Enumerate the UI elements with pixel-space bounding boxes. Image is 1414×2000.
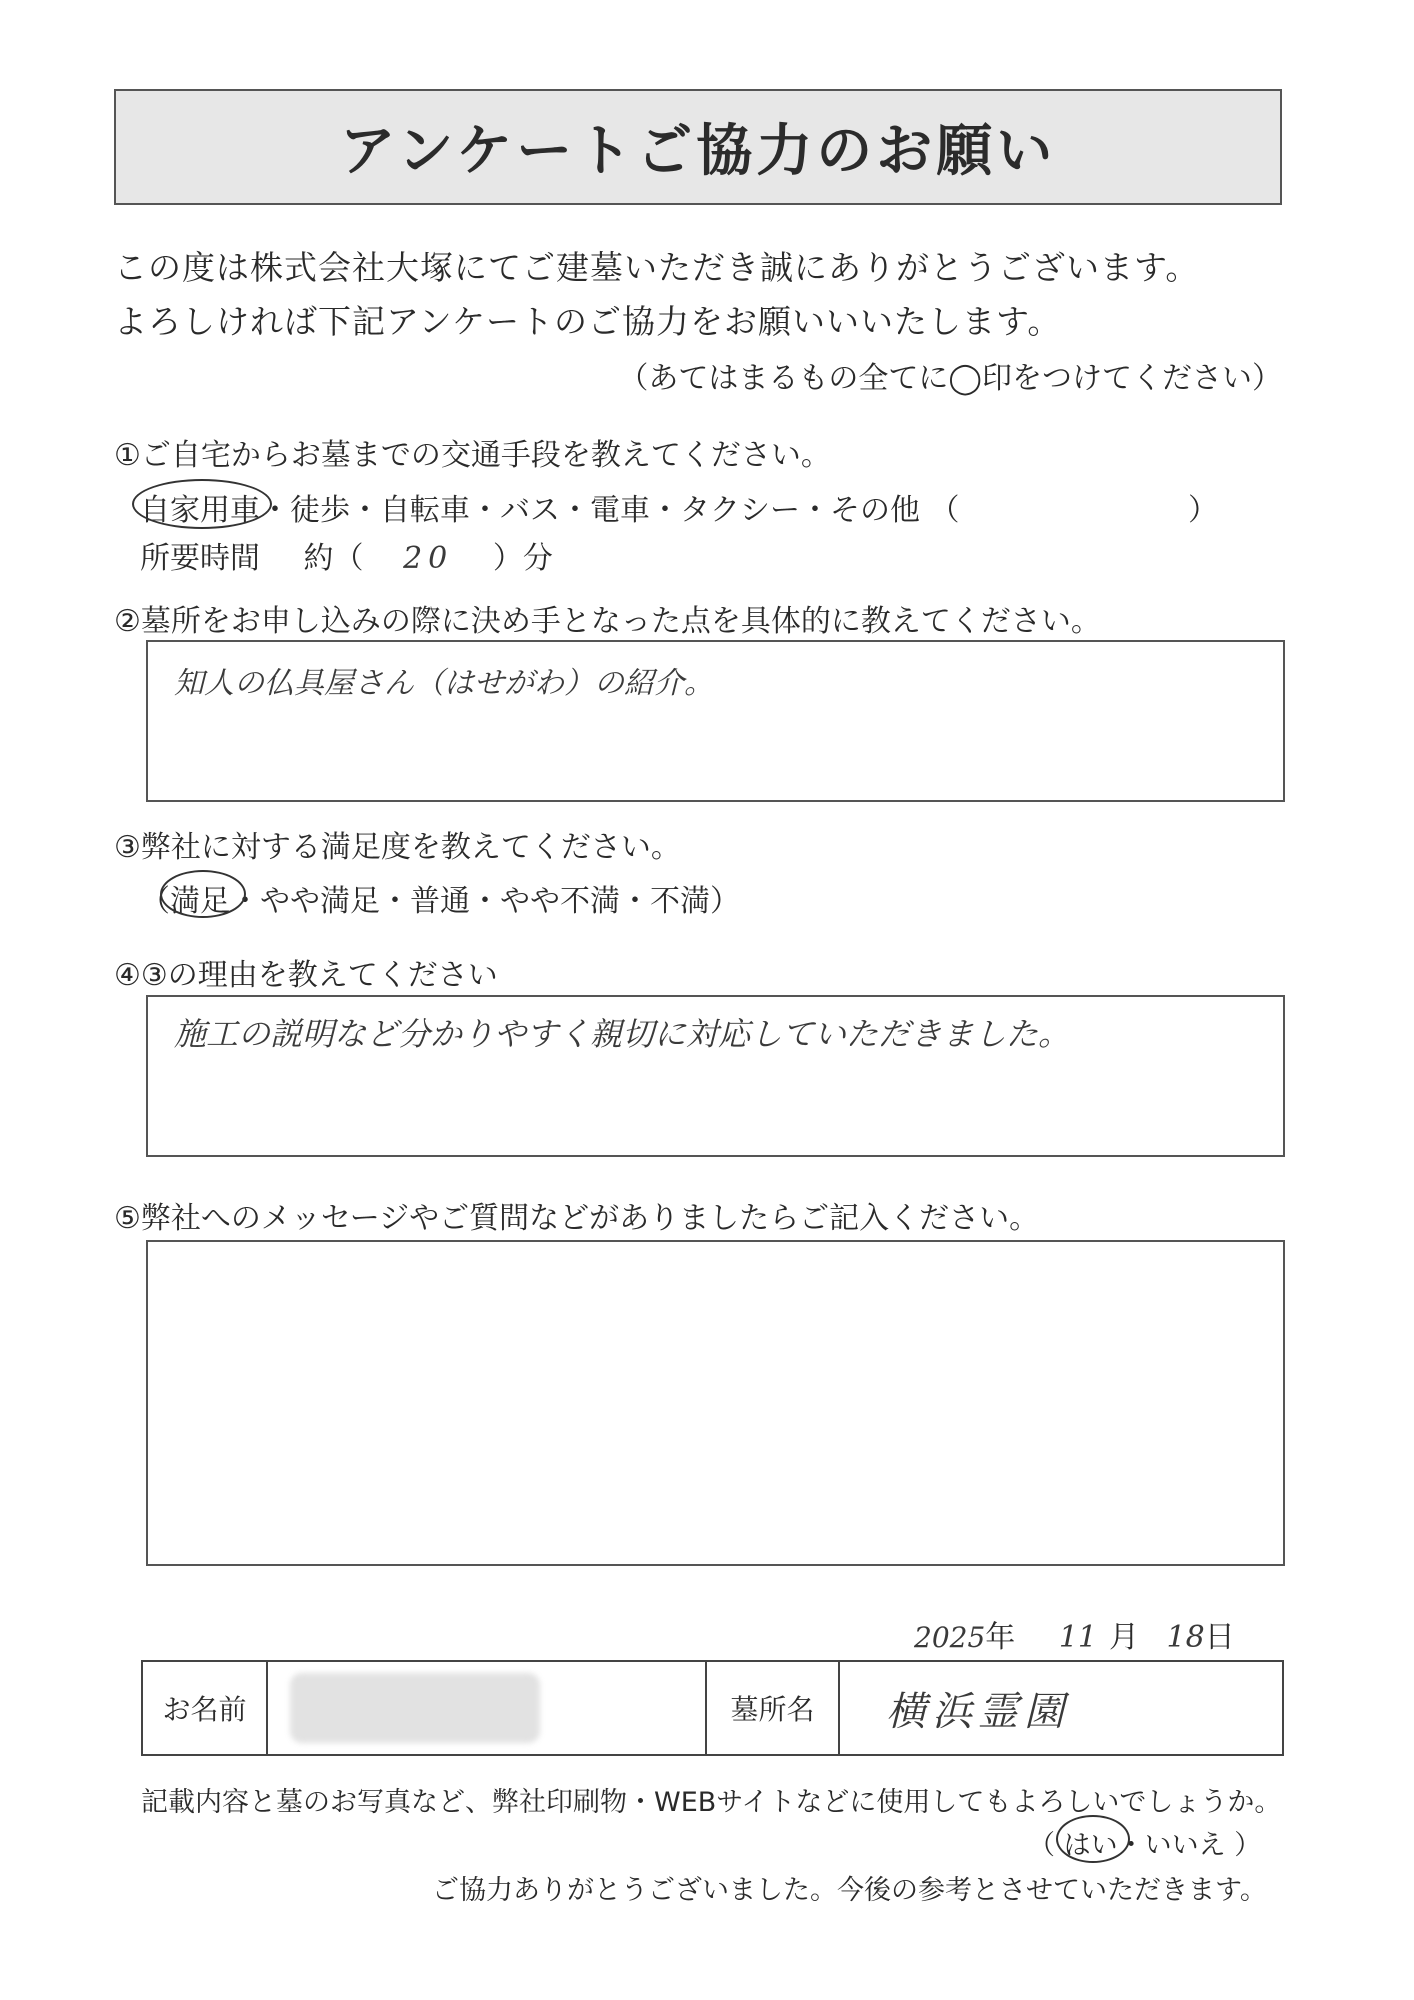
intro-line-2: よろしければ下記アンケートのご協力をお願いいいたします。: [114, 302, 1062, 341]
permission-no[interactable]: いいえ: [1144, 1830, 1226, 1861]
permission-open: （: [1028, 1830, 1055, 1861]
page-title: アンケートご協力のお願い: [339, 119, 1057, 184]
question-5: ⑤弊社へのメッセージやご質問などがありましたらご記入ください。: [114, 1201, 1040, 1236]
name-field[interactable]: [267, 1661, 706, 1755]
separator: ・: [800, 493, 830, 528]
separator: ・: [560, 493, 590, 528]
question-3: ③弊社に対する満足度を教えてください。: [114, 830, 681, 865]
q1-option-bus[interactable]: バス: [500, 493, 560, 528]
selection-circle: [160, 870, 246, 918]
q1-options: [140, 485, 960, 529]
q1-other-close: ）: [1188, 493, 1218, 528]
q1-option-walk[interactable]: 徒歩: [290, 493, 350, 528]
permission-yes[interactable]: [1064, 1823, 1118, 1862]
q5-answer-box[interactable]: [146, 1240, 1285, 1566]
time-label: 所要時間: [140, 541, 260, 576]
date-month-label: 月: [1109, 1620, 1139, 1655]
q3-option-dissatisfied[interactable]: 不満: [650, 884, 710, 919]
question-1: ①ご自宅からお墓までの交通手段を教えてください。: [114, 438, 831, 473]
q3-options: [140, 876, 740, 920]
q4-answer-box[interactable]: [146, 995, 1285, 1157]
separator: ・: [470, 884, 500, 919]
table-row: [142, 1661, 1283, 1755]
cemetery-value: 横浜霊園: [886, 1688, 1070, 1735]
redacted-name: [290, 1673, 540, 1743]
permission-yes-label: はい: [1063, 1830, 1118, 1861]
separator: ・: [380, 884, 410, 919]
separator: ・: [620, 884, 650, 919]
selection-circle: [132, 479, 272, 529]
q3-open: （: [140, 884, 170, 919]
name-label: お名前: [142, 1661, 267, 1755]
separator: ・: [1117, 1830, 1145, 1861]
separator: ・: [230, 884, 260, 919]
selection-circle: [1056, 1815, 1130, 1863]
intro-line-1: この度は株式会社大塚にてご建墓いただき誠にありがとうございます。: [114, 248, 1200, 287]
date-day-label: 日: [1204, 1620, 1235, 1655]
permission-question: 記載内容と墓のお写真など、弊社印刷物・WEBサイトなどに使用してもよろしいでしょうか。: [141, 1787, 1282, 1818]
permission-options: [1028, 1823, 1261, 1862]
time-suffix: ）分: [492, 541, 553, 576]
separator: ・: [650, 493, 680, 528]
q1-other-open: （: [929, 493, 960, 528]
q1-option-car-label: 自家用車: [140, 493, 260, 528]
q3-option-satisfied[interactable]: [170, 876, 230, 920]
name-cemetery-table: [141, 1660, 1284, 1756]
date-year[interactable]: 2025: [914, 1621, 986, 1654]
cemetery-label: 墓所名: [706, 1661, 839, 1755]
date-day[interactable]: 18: [1166, 1620, 1205, 1655]
q1-option-train[interactable]: 電車: [590, 493, 650, 528]
q3-option-neutral[interactable]: 普通: [410, 884, 470, 919]
q1-option-other[interactable]: その他: [830, 493, 920, 528]
q3-close: ）: [710, 884, 740, 919]
cemetery-field[interactable]: [839, 1661, 1283, 1755]
time-value[interactable]: 20: [403, 541, 454, 576]
date-row: [914, 1612, 1235, 1656]
q1-time-row: [140, 533, 553, 577]
question-4: ④③の理由を教えてください: [114, 958, 498, 993]
q3-option-somewhat-dissatisfied[interactable]: やや不満: [500, 884, 620, 919]
date-month[interactable]: 11: [1058, 1620, 1097, 1655]
q3-option-satisfied-label: 満足: [170, 884, 230, 919]
date-year-label: 年: [985, 1620, 1016, 1655]
title-banner: [114, 89, 1282, 205]
q2-answer-text: 知人の仏具屋さん（はせがわ）の紹介。: [174, 666, 714, 701]
q1-option-car[interactable]: [140, 485, 260, 529]
q1-option-taxi[interactable]: タクシー: [680, 493, 800, 528]
instruction-note: （あてはまるもの全てに◯印をつけてください）: [618, 361, 1282, 396]
separator: ・: [470, 493, 500, 528]
separator: ・: [350, 493, 380, 528]
q1-option-bicycle[interactable]: 自転車: [380, 493, 470, 528]
separator: ・: [260, 493, 290, 528]
time-prefix: 約（: [303, 541, 364, 576]
thanks-text: ご協力ありがとうございました。今後の参考とさせていただきます。: [432, 1875, 1267, 1906]
q4-answer-text: 施工の説明など分かりやすく親切に対応していただきました。: [174, 1015, 1071, 1053]
question-2: ②墓所をお申し込みの際に決め手となった点を具体的に教えてください。: [114, 604, 1101, 639]
q2-answer-box[interactable]: [146, 640, 1285, 802]
permission-close: ）: [1234, 1830, 1262, 1861]
q3-option-somewhat-satisfied[interactable]: やや満足: [260, 884, 380, 919]
